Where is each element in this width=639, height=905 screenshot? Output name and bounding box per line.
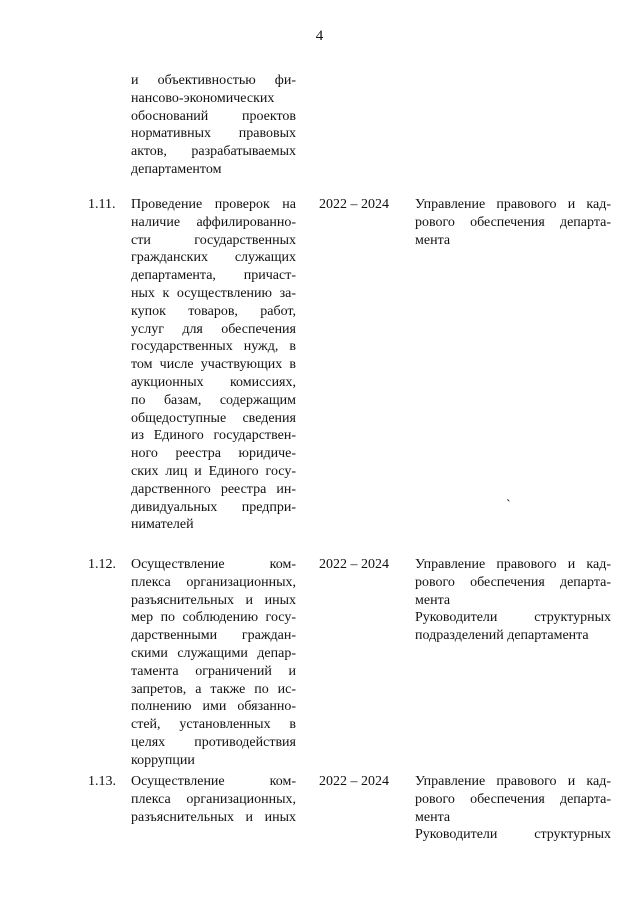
text-line: дивидуальных предпри- (131, 499, 296, 515)
text-line: дарственными граждан- (131, 628, 296, 644)
text-line: по базам, содержащим (131, 392, 296, 408)
text-line: государственных нужд, в (131, 339, 296, 355)
text-line: полнению ими обязанно- (131, 699, 296, 715)
item-number: 1.11. (88, 197, 116, 212)
text-line: Руководители структурных (415, 827, 611, 843)
text-line: тамента ограничений и (131, 663, 296, 679)
text-line: наличие аффилированно- (131, 214, 296, 230)
text-line: целях противодействия (131, 734, 296, 750)
text-line: обоснований проектов (131, 108, 296, 124)
text-line: услуг для обеспечения (131, 321, 296, 337)
text-line: общедоступные сведения (131, 410, 296, 426)
item-responsible (415, 773, 611, 844)
text-line: скими служащими депар- (131, 645, 296, 661)
text-line: подразделений департамента (415, 628, 589, 644)
item-description (131, 196, 296, 534)
text-line: ных к осуществлению за- (131, 285, 296, 301)
text-line: Управление правового и кад- (415, 197, 611, 212)
text-line: мер по соблюдению госу- (131, 610, 296, 626)
text-line: дарственного реестра ин- (131, 481, 296, 497)
text-line: коррупции (131, 752, 195, 768)
text-line: мента (415, 809, 451, 825)
text-line: Осуществление ком- (131, 774, 296, 789)
continuation-text (131, 72, 296, 179)
item-responsible (415, 556, 611, 645)
text-line: стей, установленных в (131, 717, 296, 733)
text-line: Осуществление ком- (131, 557, 296, 572)
text-line: рового обеспечения департа- (415, 574, 611, 590)
text-line: и объективностью фи- (131, 73, 296, 88)
item-period: 2022 – 2024 (319, 557, 389, 572)
text-line: департаментом (131, 161, 222, 177)
text-line: том числе участвующих в (131, 357, 296, 373)
stray-mark: ` (506, 498, 511, 513)
text-line: департамента, причаст- (131, 268, 296, 284)
text-line: разъяснительных и иных (131, 592, 296, 608)
text-line: аукционных комиссиях, (131, 374, 296, 390)
text-line: купок товаров, работ, (131, 303, 296, 319)
text-line: мента (415, 232, 451, 248)
text-line: плекса организационных, (131, 574, 296, 590)
text-line: нансово-экономических (131, 90, 275, 106)
item-number: 1.12. (88, 557, 116, 572)
text-line: Управление правового и кад- (415, 774, 611, 789)
item-period: 2022 – 2024 (319, 197, 389, 212)
item-description (131, 773, 296, 826)
item-period: 2022 – 2024 (319, 774, 389, 789)
text-line: нормативных правовых (131, 126, 296, 142)
text-line: Руководители структурных (415, 610, 611, 626)
text-line: плекса организационных, (131, 791, 296, 807)
page-number: 4 (315, 28, 324, 44)
text-line: гражданских служащих (131, 250, 296, 266)
text-line: ских лиц и Единого госу- (131, 463, 296, 479)
item-description (131, 556, 296, 770)
text-line: сти государственных (131, 232, 296, 248)
item-number: 1.13. (88, 774, 116, 789)
text-line: актов, разрабатываемых (131, 144, 296, 160)
text-line: Проведение проверок на (131, 197, 296, 212)
text-line: запретов, а также по ис- (131, 681, 296, 697)
item-responsible (415, 196, 611, 249)
text-line: рового обеспечения департа- (415, 791, 611, 807)
text-line: разъяснительных и иных (131, 809, 296, 825)
text-line: мента (415, 592, 451, 608)
text-line: из Единого государствен- (131, 428, 296, 444)
text-line: Управление правового и кад- (415, 557, 611, 572)
text-line: нимателей (131, 517, 194, 533)
text-line: рового обеспечения департа- (415, 214, 611, 230)
text-line: ного реестра юридиче- (131, 446, 296, 462)
